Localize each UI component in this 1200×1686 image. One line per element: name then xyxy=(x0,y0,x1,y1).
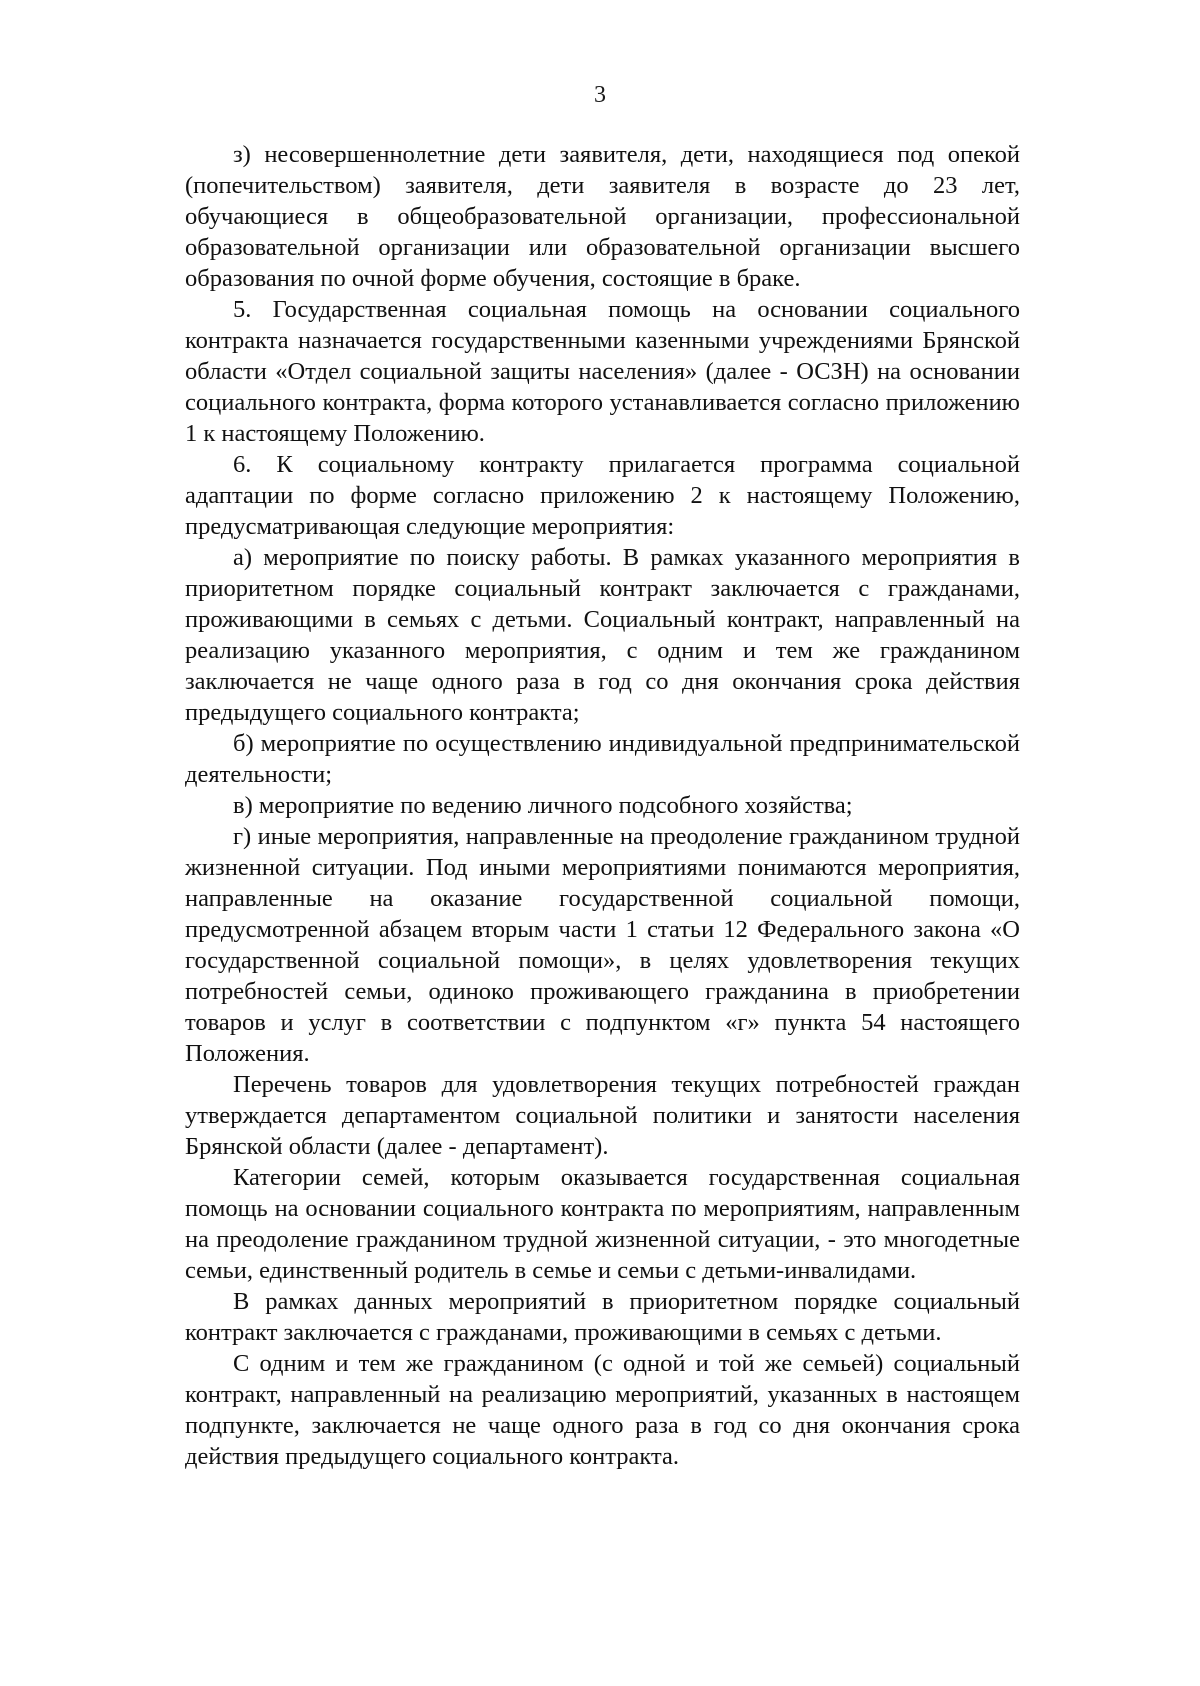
paragraph-priority-families: В рамках данных мероприятий в приоритетном порядке социальный контракт заключается с гражданами, проживающими в семьях с детьми. xyxy=(185,1288,1020,1346)
paragraph-contract-frequency: С одним и тем же гражданином (с одной и той же семьей) социальный контракт, направленный на реализацию мероприятий, указанных в настоящем подпункте, заключается не чаще одного раза в год со дня окончания срока действия предыдущего социального контракта. xyxy=(185,1350,1020,1470)
paragraph-b-entrepreneurship: б) мероприятие по осуществлению индивидуальной предпринимательской деятельности; xyxy=(185,730,1020,788)
paragraph-6-adaptation-program: 6. К социальному контракту прилагается программа социальной адаптации по форме согласно приложению 2 к настоящему Положению, предусматривающая следующие мероприятия: xyxy=(185,451,1020,540)
paragraph-5-assistance-basis: 5. Государственная социальная помощь на основании социального контракта назначается государственными казенными учреждениями Брянской области «Отдел социальной защиты населения» (далее - ОСЗН) на основании социального контракта, форма которого устанавливается согласно приложению 1 к настоящему Положению. xyxy=(185,296,1020,447)
paragraph-a-job-search: а) мероприятие по поиску работы. В рамках указанного мероприятия в приоритетном порядке социальный контракт заключается с гражданами, проживающими в семьях с детьми. Социальный контракт, направленный на реализацию указанного мероприятия, с одним и тем же гражданином заключается не чаще одного раза в год со дня окончания срока действия предыдущего социального контракта; xyxy=(185,544,1020,726)
paragraph-v-household-farming: в) мероприятие по ведению личного подсобного хозяйства; xyxy=(233,792,853,819)
paragraph-z-minor-children: з) несовершеннолетние дети заявителя, дети, находящиеся под опекой (попечительством) заявителя, дети заявителя в возрасте до 23 лет, обучающиеся в общеобразовательной организации, профессиональной образовательной организации или образовательной организации высшего образования по очной форме обучения, состоящие в браке. xyxy=(185,141,1020,292)
page-number: 3 xyxy=(594,82,606,108)
document-body xyxy=(185,139,1020,1472)
paragraph-goods-list: Перечень товаров для удовлетворения текущих потребностей граждан утверждается департаментом социальной политики и занятости населения Брянской области (далее - департамент). xyxy=(185,1071,1020,1160)
paragraph-family-categories: Категории семей, которым оказывается государственная социальная помощь на основании социального контракта по мероприятиям, направленным на преодоление гражданином трудной жизненной ситуации, - это многодетные семьи, единственный родитель в семье и семьи с детьми-инвалидами. xyxy=(185,1164,1020,1284)
paragraph-g-other-measures: г) иные мероприятия, направленные на преодоление гражданином трудной жизненной ситуации. Под иными мероприятиями понимаются мероприятия, направленные на оказание государственной социальной помощи, предусмотренной абзацем вторым части 1 статьи 12 Федерального закона «О государственной социальной помощи», в целях удовлетворения текущих потребностей семьи, одиноко проживающего гражданина в приобретении товаров и услуг в соответствии с подпунктом «г» пункта 54 настоящего Положения. xyxy=(185,823,1020,1067)
